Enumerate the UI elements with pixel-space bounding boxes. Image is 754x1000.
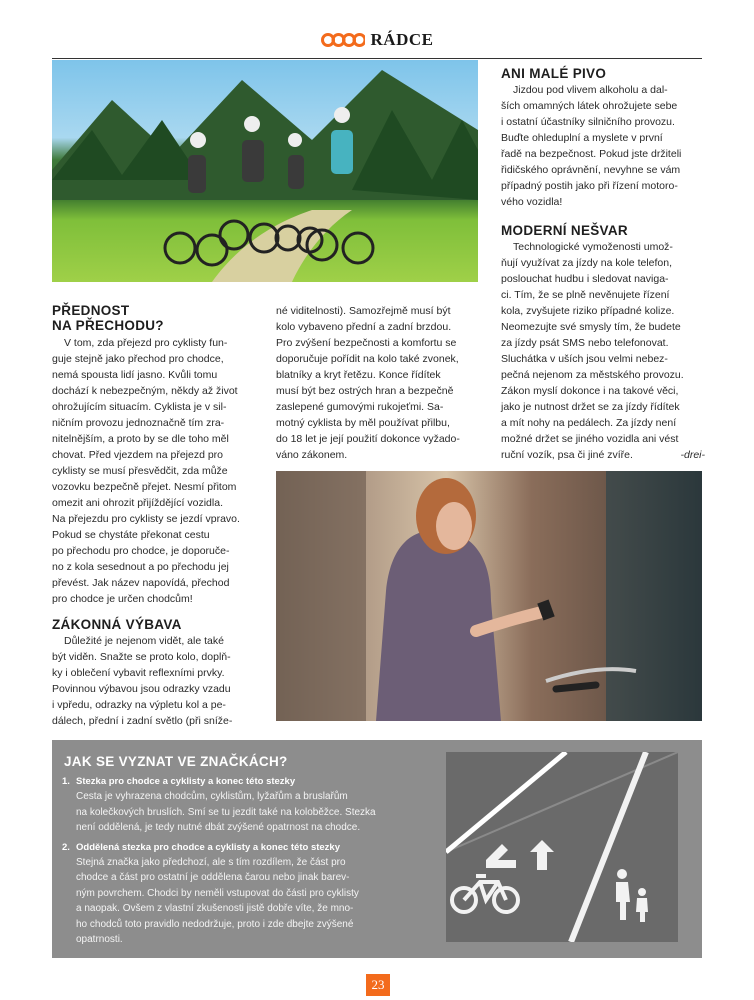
prednost-body — [52, 335, 262, 607]
coop-radce-logo — [321, 30, 434, 50]
path-sign-photo — [446, 752, 678, 942]
text-line: dálech, přední i zadní světlo (při sníže- — [52, 715, 233, 727]
text-line: kola, zvyšujete riziko případné kolize. — [501, 305, 675, 317]
text-line: omezit ani ohrozit přijíždějící vozidla. — [52, 497, 223, 509]
cyclists-photo — [52, 60, 478, 282]
text-line: poslouchat hudbu i sledovat naviga- — [501, 273, 669, 285]
text-line: cyklisty se musí přesvědčit, zda může — [52, 465, 228, 477]
section-vybava-continued — [276, 303, 482, 463]
text-line: váno zákonem. — [276, 449, 348, 461]
section-prednost — [52, 303, 262, 607]
text-line: možné držet se jiného vozidla ani vést — [501, 433, 679, 445]
nesvar-body — [501, 239, 705, 463]
text-line: né viditelnosti). Samozřejmě musí být — [276, 305, 451, 317]
text-line: Stejná značka jako předchozí, ale s tím rozdílem, že část pro — [76, 856, 346, 868]
sign-item-1 — [62, 774, 446, 836]
cyclists-illustration — [52, 60, 478, 282]
sign-item-text — [62, 789, 446, 836]
text-line: dochází k nebezpečným, někdy až život — [52, 385, 238, 397]
text-line: Pokud se chystáte překonat cestu — [52, 529, 210, 541]
text-line: Na přejezdu pro cyklisty se jezdí vpravo. — [52, 513, 240, 525]
section-nesvar — [501, 223, 705, 463]
text-line: vozovku bezpečně přejet. Nesmí přitom — [52, 481, 237, 493]
sign-item-text — [62, 855, 446, 948]
signs-list — [62, 774, 446, 952]
text-line: nemá spousta lidí jasno. Kvůli tomu — [52, 369, 218, 381]
text-line: pečná nejenom za městského provozu. — [501, 369, 684, 381]
sign-item-title: 1. Stezka pro chodce a cyklisty a konec této stezky — [62, 776, 296, 787]
heading-prednost-line2: NA PŘECHODU? — [52, 318, 164, 333]
text-line: ky i oblečení vybavit reflexními prvky. — [52, 667, 225, 679]
text-line: Povinnou výbavou jsou odrazky vzadu — [52, 683, 231, 695]
heading-pivo: ANI MALÉ PIVO — [501, 66, 607, 81]
text-line: ňují využívat za jízdy na kole telefon, — [501, 257, 673, 269]
text-line: za jízdy psát SMS nebo telefonovat. — [501, 337, 669, 349]
path-marking-illustration — [446, 752, 678, 942]
text-line: doporučuje pořídit na kolo také zvonek, — [276, 353, 459, 365]
sign-item-2 — [62, 840, 446, 948]
text-line: Důležité je nejenom vidět, ale také — [64, 635, 224, 647]
text-line: blatníky a kryt řetězu. Konce řídítek — [276, 369, 441, 381]
text-line: motný cyklista by měl používat přilbu, — [276, 417, 450, 429]
text-line: Sluchátka v uších jsou velmi nebez- — [501, 353, 668, 365]
vybava-body-continued — [276, 303, 482, 463]
text-line: chovat. Před vjezdem na přejezd pro — [52, 449, 224, 461]
vybava-body — [52, 633, 262, 729]
text-line: po přechodu pro chodce, je doporuče- — [52, 545, 230, 557]
text-line: pro chodce je určen chodcům! — [52, 593, 193, 605]
heading-prednost-line1: PŘEDNOST — [52, 303, 130, 318]
author-signature: -drei- — [680, 449, 705, 461]
text-line: zaslepené gumovými rukojeťmi. Sa- — [276, 401, 444, 413]
text-line: řidičského oprávnění, nevyhne se vám — [501, 164, 681, 176]
text-line: ci. Tím, že se plně nevěnujete řízení — [501, 289, 670, 301]
phone-cyclist-photo — [276, 471, 702, 721]
section-pivo — [501, 66, 705, 210]
text-line: Technologické vymoženosti umož- — [513, 241, 673, 253]
text-line: vého vozidla! — [501, 196, 563, 208]
text-line: Jizdou pod vlivem alkoholu a dal- — [513, 84, 668, 96]
text-line: ho chodců toto pravidlo nedodržuje, proto i zde dbejte zvýšené — [76, 918, 354, 930]
heading-vybava: ZÁKONNÁ VÝBAVA — [52, 617, 182, 632]
text-line: ničním provozu jednoznačně tím zra- — [52, 417, 225, 429]
text-line: chodce a část pro ostatní je oddělena čarou nebo jinak barev- — [76, 872, 350, 883]
pivo-body — [501, 82, 705, 210]
text-line: do 18 let je její použití dokonce vyžado- — [276, 433, 460, 445]
text-line: převést. Jak název napovídá, přechod — [52, 577, 230, 589]
text-line: Zákon myslí dokonce i na takové věci, — [501, 385, 679, 397]
text-line: Buďte ohleduplní a myslete v první — [501, 132, 663, 144]
text-line: a naopak. Ovšem z vlastní zkušenosti jistě dobře víte, že mno- — [76, 903, 354, 914]
text-line: opatrnosti. — [76, 934, 123, 945]
coop-logo-icon — [321, 32, 365, 48]
text-line — [501, 447, 705, 463]
text-line: ným povrchem. Chodci by neměli vstupovat do části pro cyklisty — [76, 887, 359, 899]
section-vybava — [52, 617, 262, 729]
text-line: Cesta je vyhrazena chodcům, cyklistům, lyžařům a bruslařům — [76, 791, 348, 802]
text-line-last: ruční vozík, psa či jiné zvíře. — [501, 449, 633, 461]
text-line: ohrožujícím situacím. Cyklista je v sil- — [52, 401, 227, 413]
text-line: no z kola sesednout a po přechodu jej — [52, 561, 229, 573]
text-line: ších omamných látek ohrožujete sebe — [501, 100, 678, 112]
text-line: nitelnějším, a proto by se dle toho měl — [52, 433, 229, 445]
text-line: i vpředu, odrazky na výpletu kol a pe- — [52, 699, 226, 711]
text-line: V tom, zda přejezd pro cyklisty fun- — [64, 337, 228, 349]
heading-nesvar: MODERNÍ NEŠVAR — [501, 223, 628, 238]
text-line: i ostatní účastníky silničního provozu. — [501, 116, 675, 128]
page-header — [0, 30, 754, 54]
text-line: být viděn. Snažte se proto kolo, doplň- — [52, 651, 231, 663]
text-line: případný postih jako při řízení motoro- — [501, 180, 678, 192]
magazine-title: RÁDCE — [370, 30, 434, 49]
text-line: na kolečkových bruslích. Smí se tu jezdit také na koloběžce. Stezka — [76, 806, 376, 818]
signs-title: JAK SE VYZNAT VE ZNAČKÁCH? — [64, 754, 288, 769]
sign-item-title: 2. Oddělená stezka pro chodce a cyklisty a konec této stezky — [62, 841, 340, 853]
text-line: musí být bez ostrých hran a bezpečně — [276, 385, 454, 397]
text-line: guje stejně jako přechod pro chodce, — [52, 353, 224, 365]
text-line: a mít nohy na pedálech. Za jízdy není — [501, 417, 677, 429]
text-line: řadě na bezpečnost. Pokud jste držiteli — [501, 148, 682, 160]
text-line: kolo vybaveno přední a zadní brzdou. — [276, 321, 452, 333]
text-line: není oddělená, je tedy nutné dbát zvýšené opatrnost na chodce. — [76, 822, 361, 833]
text-line: Neomezujte své smysly tím, že budete — [501, 321, 681, 333]
text-line: Pro zvýšení bezpečnosti a komfortu se — [276, 337, 457, 349]
text-line: jako je nutnost držet se za jízdy řídítek — [501, 401, 680, 413]
phone-cyclist-illustration — [276, 471, 702, 721]
header-divider — [52, 58, 702, 59]
page-number: 23 — [366, 974, 390, 996]
